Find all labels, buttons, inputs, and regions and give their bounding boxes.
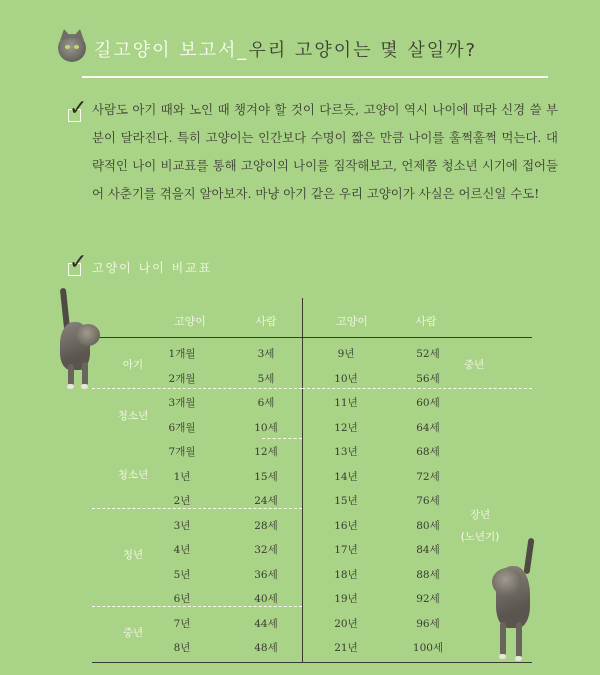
stage-label: 청소년 [117, 410, 149, 422]
cell-human-age: 52세 [416, 348, 440, 360]
stage-label: (노년기) [460, 531, 500, 543]
cell-human-age: 28세 [254, 520, 278, 532]
cell-cat-age: 16년 [334, 520, 358, 532]
cell-human-age: 96세 [416, 618, 440, 630]
cell-cat-age: 21년 [334, 642, 358, 654]
cell-human-age: 56세 [416, 373, 440, 385]
stage-label: 장년 [469, 509, 491, 521]
cell-human-age: 76세 [416, 495, 440, 507]
intro-paragraph: 사람도 아기 때와 노인 때 챙겨야 할 것이 다르듯, 고양이 역시 나이에 따라 신경 쓸 부분이 달라진다. 특히 고양이는 인간보다 수명이 짧은 만큼 나이를 훌쩍훌쩍 먹는다. 대략적인 나이 비교표를 통해 고양이의 나이를 짐작해보고, 언제쯤 청소년 시기에 접어들어 사춘기를 겪을지 알아보자. 마냥 아기 같은 우리 고양이가 사실은 어르신일 수도! [92, 102, 558, 201]
cell-cat-age: 19년 [334, 593, 358, 605]
table-header-rule [92, 337, 532, 338]
cell-human-age: 72세 [416, 471, 440, 483]
stage-label: 중년 [122, 627, 144, 639]
cell-cat-age: 7개월 [168, 446, 196, 458]
cell-human-age: 15세 [254, 471, 278, 483]
cell-human-age: 100세 [412, 642, 444, 654]
cell-cat-age: 12년 [334, 422, 358, 434]
header-human: 사람 [415, 315, 437, 328]
cell-cat-age: 3년 [173, 520, 191, 532]
cell-cat-age: 9년 [337, 348, 355, 360]
cell-human-age: 5세 [257, 373, 275, 385]
cell-cat-age: 1개월 [168, 348, 196, 360]
header-cat: 고양이 [174, 315, 206, 328]
stage-divider [92, 388, 302, 389]
table-bottom-rule [92, 662, 532, 663]
cell-cat-age: 15년 [334, 495, 358, 507]
cell-cat-age: 5년 [173, 569, 191, 581]
cat-illustration [58, 288, 104, 392]
cell-human-age: 10세 [254, 422, 278, 434]
cell-human-age: 84세 [416, 544, 440, 556]
stage-divider [92, 606, 302, 607]
cell-cat-age: 10년 [334, 373, 358, 385]
cell-cat-age: 11년 [334, 397, 358, 409]
cell-human-age: 36세 [254, 569, 278, 581]
cell-cat-age: 17년 [334, 544, 358, 556]
header-human: 사람 [255, 315, 277, 328]
cell-human-age: 12세 [254, 446, 278, 458]
header-cat: 고양이 [336, 315, 368, 328]
cell-cat-age: 3개월 [168, 397, 196, 409]
cell-cat-age: 2개월 [168, 373, 196, 385]
cell-human-age: 6세 [257, 397, 275, 409]
cat-illustration [486, 538, 536, 664]
cell-cat-age: 13년 [334, 446, 358, 458]
cell-cat-age: 6개월 [168, 422, 196, 434]
cell-human-age: 92세 [416, 593, 440, 605]
stage-label: 청소년 [117, 469, 149, 481]
check-mark-icon: ✓ [69, 96, 88, 121]
cell-human-age: 3세 [257, 348, 275, 360]
title-main: 우리 고양이는 몇 살일까? [248, 40, 478, 61]
stage-divider [92, 508, 302, 509]
cell-cat-age: 18년 [334, 569, 358, 581]
stage-divider [302, 388, 532, 389]
cell-cat-age: 7년 [173, 618, 191, 630]
cell-cat-age: 20년 [334, 618, 358, 630]
cell-human-age: 60세 [416, 397, 440, 409]
stage-label: 청년 [122, 549, 144, 561]
cell-cat-age: 6년 [173, 593, 191, 605]
stage-divider [262, 438, 302, 439]
cell-human-age: 80세 [416, 520, 440, 532]
cell-human-age: 40세 [254, 593, 278, 605]
cell-human-age: 68세 [416, 446, 440, 458]
title-prefix: 길고양이 보고서_ [94, 40, 249, 61]
cell-human-age: 88세 [416, 569, 440, 581]
stage-label: 아기 [122, 359, 144, 371]
cell-cat-age: 2년 [173, 495, 191, 507]
cell-cat-age: 4년 [173, 544, 191, 556]
table-heading: 고양이 나이 비교표 [92, 261, 213, 275]
cell-cat-age: 8년 [173, 642, 191, 654]
cell-human-age: 24세 [254, 495, 278, 507]
stage-label: 중년 [463, 359, 485, 371]
cell-human-age: 48세 [254, 642, 278, 654]
cell-human-age: 44세 [254, 618, 278, 630]
cell-human-age: 32세 [254, 544, 278, 556]
table-divider [302, 298, 303, 662]
cell-cat-age: 1년 [173, 471, 191, 483]
cell-human-age: 64세 [416, 422, 440, 434]
check-mark-icon: ✓ [69, 250, 88, 275]
cell-cat-age: 14년 [334, 471, 358, 483]
